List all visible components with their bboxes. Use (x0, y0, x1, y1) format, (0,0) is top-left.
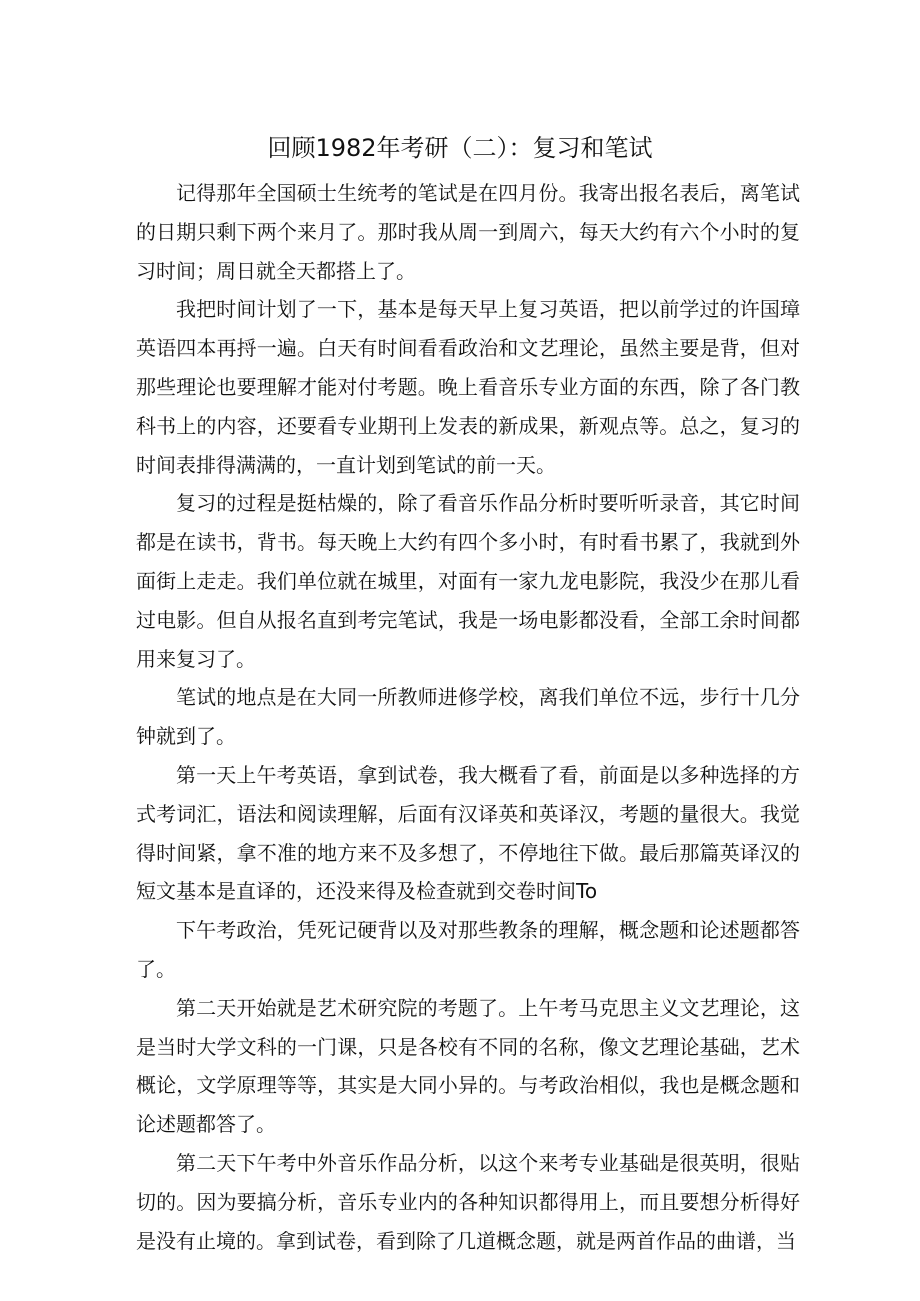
paragraph-1: 记得那年全国硕士生统考的笔试是在四月份。我寄出报名表后，离笔试的日期只剩下两个来月了。那时我从周一到周六，每天大约有六个小时的复习时间；周日就全天都搭上了。 (136, 181, 800, 283)
document-title: 回顾1982年考研（二）：复习和笔试 (267, 134, 653, 163)
paragraph-7: 第二天开始就是艺术研究院的考题了。上午考马克思主义文艺理论，这是当时大学文科的一门课，只是各校有不同的名称，像文艺理论基础，艺术概论，文学原理等等，其实是大同小异的。与考政治相似，我也是概念题和论述题都答了。 (136, 995, 800, 1137)
document-body (136, 174, 800, 1260)
paragraph-3: 复习的过程是挺枯燥的，除了看音乐作品分析时要听听录音，其它时间都是在读书，背书。每天晚上大约有四个多小时，有时看书累了，我就到外面街上走走。我们单位就在城里，对面有一家九龙电影院，我没少在那儿看过电影。但自从报名直到考完笔试，我是一场电影都没看，全部工余时间都用来复习了。 (136, 491, 800, 671)
paragraph-4: 笔试的地点是在大同一所教师进修学校，离我们单位不远，步行十几分钟就到了。 (136, 685, 800, 749)
paragraph-2: 我把时间计划了一下，基本是每天早上复习英语，把以前学过的许国璋英语四本再捋一遍。白天有时间看看政治和文艺理论，虽然主要是背，但对那些理论也要理解才能对付考题。晚上看音乐专业方面的东西，除了各门教科书上的内容，还要看专业期刊上发表的新成果，新观点等。总之，复习的时间表排得满满的，一直计划到笔试的前一天。 (136, 297, 800, 477)
paragraph-6: 下午考政治，凭死记硬背以及对那些教条的理解，概念题和论述题都答了。 (136, 918, 800, 981)
paragraph-8: 第二天下午考中外音乐作品分析，以这个来考专业基础是很英明，很贴切的。因为要搞分析，音乐专业内的各种知识都得用上，而且要想分析得好是没有止境的。拿到试卷，看到除了几道概念题，就是两首作品的曲谱，当 (136, 1150, 800, 1253)
paragraph-5: 第一天上午考英语，拿到试卷，我大概看了看，前面是以多种选择的方式考词汇，语法和阅读理解，后面有汉译英和英译汉，考题的量很大。我觉得时间紧，拿不准的地方来不及多想了，不停地往下做。最后那篇英译汉的短文基本是直译的，还没来得及检查就到交卷时间To (136, 762, 800, 904)
